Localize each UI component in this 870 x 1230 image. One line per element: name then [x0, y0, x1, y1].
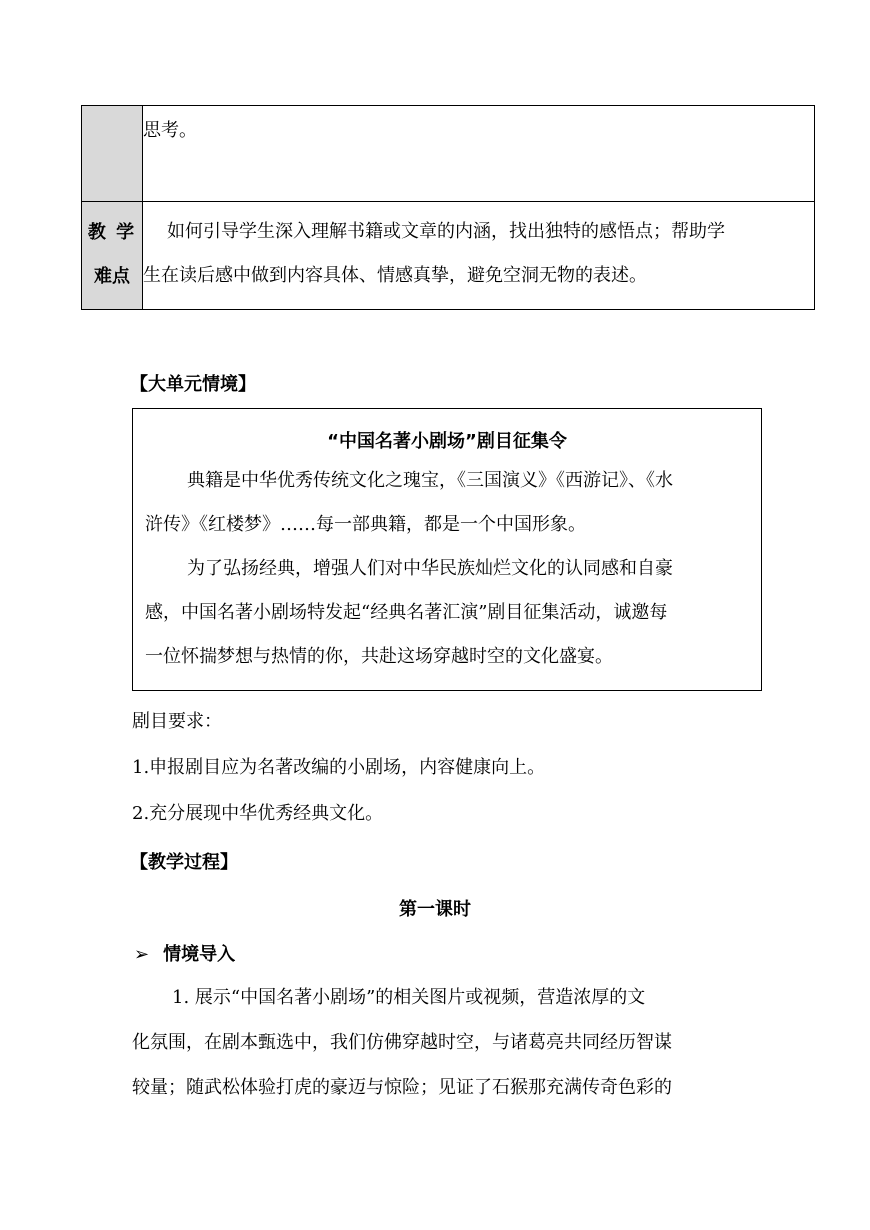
- requirements-heading: 剧目要求：: [132, 711, 222, 732]
- notice-title: “中国名著小剧场”剧目征集令: [327, 431, 567, 452]
- row-text: 思考。: [143, 120, 197, 141]
- difficulty-line: 生在读后感中做到内容具体、情感真挚，避免空洞无物的表述。: [143, 265, 647, 286]
- section-heading-process: 【教学过程】: [130, 852, 238, 873]
- step-line: 较量；随武松体验打虎的豪迈与惊险；见证了石猴那充满传奇色彩的: [132, 1077, 672, 1098]
- step-line: 化氛围，在剧本甄选中，我们仿佛穿越时空，与诸葛亮共同经历智谋: [132, 1032, 672, 1053]
- step-paragraph: [132, 975, 752, 1110]
- notice-box: [132, 408, 762, 691]
- row-content: [143, 202, 815, 310]
- step-title: 情境导入: [163, 944, 236, 965]
- step-heading: [134, 940, 235, 966]
- notice-line: 为了弘扬经典，增强人们对中华民族灿烂文化的认同感和自豪: [187, 558, 673, 579]
- step-line: 1. 展示“中国名著小剧场”的相关图片或视频，营造浓厚的文: [172, 987, 646, 1008]
- row-content: [143, 106, 815, 202]
- teaching-table: [81, 105, 815, 310]
- notice-line: 感，中国名著小剧场特发起“经典名著汇演”剧目征集活动，诚邀每: [145, 602, 668, 623]
- requirements: [132, 700, 752, 836]
- difficulty-line: 如何引导学生深入理解书籍或文章的内涵，找出独特的感悟点；帮助学: [167, 221, 725, 242]
- notice-line: 浒传》《红楼梦》……每一部典籍，都是一个中国形象。: [145, 514, 586, 535]
- notice-line: 一位怀揣梦想与热情的你，共赴这场穿越时空的文化盛宴。: [145, 646, 613, 667]
- requirement-item: 2.充分展现中华优秀经典文化。: [132, 803, 384, 824]
- arrow-bullet-icon: ➢: [134, 944, 150, 965]
- requirement-item: 1.申报剧目应为名著改编的小剧场，内容健康向上。: [132, 757, 546, 778]
- table-row: [82, 106, 815, 202]
- notice-paragraph: [145, 459, 755, 679]
- label-line: 难点: [94, 266, 130, 287]
- notice-line: 典籍是中华优秀传统文化之瑰宝，《三国演义》《西游记》、《水: [187, 470, 673, 491]
- table-row: [82, 202, 815, 310]
- row-label-difficulty: [82, 202, 143, 310]
- row-label-empty: [82, 106, 143, 202]
- lesson-title: 第一课时: [399, 899, 471, 920]
- section-heading-context: 【大单元情境】: [130, 374, 256, 395]
- label-line: 教 学: [87, 222, 137, 243]
